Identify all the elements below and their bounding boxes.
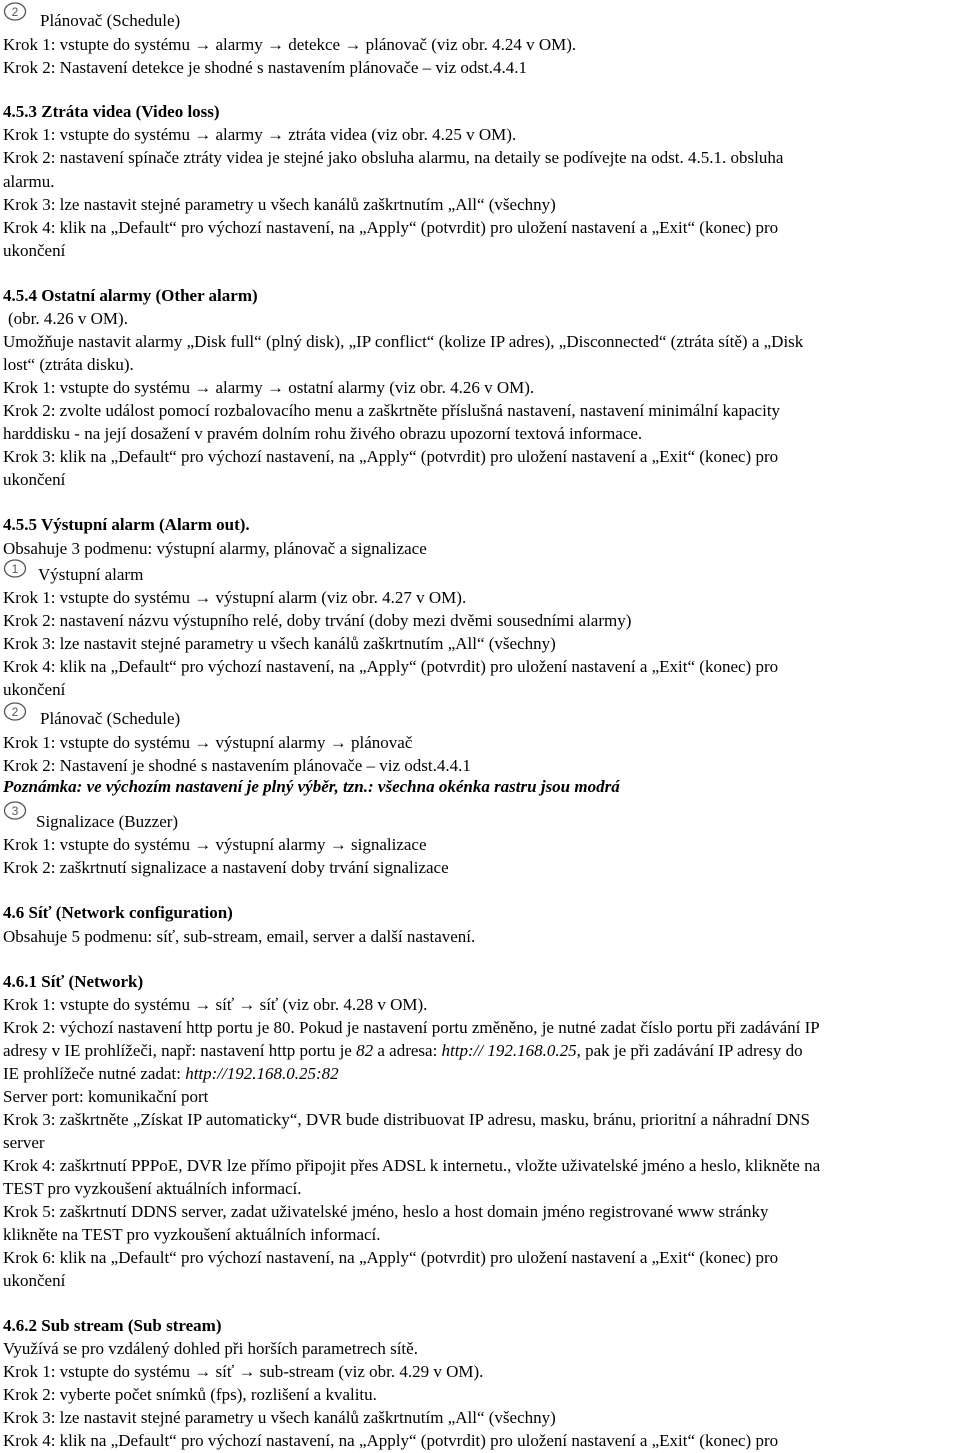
video-loss-step1: Krok 1: vstupte do systému → alarmy → ztráta videa (viz obr. 4.25 v OM).	[3, 125, 517, 144]
svg-text:1: 1	[11, 562, 19, 576]
alarm-out-sub1-title: Výstupní alarm	[38, 565, 144, 584]
alarm-out-intro: Obsahuje 3 podmenu: výstupní alarmy, plánovač a signalizace	[3, 539, 427, 558]
svg-text:2: 2	[11, 705, 19, 719]
alarm-out-sub2-step1: Krok 1: vstupte do systému → výstupní alarmy → plánovač	[3, 733, 413, 752]
network-step1: Krok 1: vstupte do systému → síť → síť (viz obr. 4.28 v OM).	[3, 995, 428, 1014]
substream-step3: Krok 3: lze nastavit stejné parametry u všech kanálů zaškrtnutím „All“ (všechny)	[3, 1408, 556, 1427]
scheduler-step2: Krok 2: Nastavení detekce je shodné s nastavením plánovače – viz odst.4.4.1	[3, 58, 528, 77]
other-alarm-step1: Krok 1: vstupte do systému → alarmy → ostatní alarmy (viz obr. 4.26 v OM).	[3, 378, 535, 397]
other-alarm-heading: 4.5.4 Ostatní alarmy (Other alarm)	[3, 286, 258, 305]
other-alarm-step3a: Krok 3: klik na „Default“ pro výchozí nastavení, na „Apply“ (potvrdit) pro uložení nastavení a „Exit“ (konec) pro	[3, 447, 779, 466]
circled-number-3-icon	[3, 801, 27, 820]
circled-number-2-icon	[3, 702, 27, 721]
alarm-out-sub3-step2: Krok 2: zaškrtnutí signalizace a nastavení doby trvání signalizace	[3, 858, 449, 877]
video-loss-step3: Krok 3: lze nastavit stejné parametry u všech kanálů zaškrtnutím „All“ (všechny)	[3, 195, 556, 214]
scheduler-step1: Krok 1: vstupte do systému → alarmy → detekce → plánovač (viz obr. 4.24 v OM).	[3, 35, 577, 54]
video-loss-step2b: alarmu.	[3, 172, 55, 191]
alarm-out-sub1-step2: Krok 2: nastavení názvu výstupního relé, doby trvání (doby mezi dvěmi sousedními alarmy)	[3, 611, 632, 630]
video-loss-step2a: Krok 2: nastavení spínače ztráty videa je stejné jako obsluha alarmu, na detaily se podívejte na odst. 4.5.1. obsluha	[3, 148, 784, 167]
substream-intro: Využívá se pro vzdálený dohled při horších parametrech sítě.	[3, 1339, 418, 1358]
network-heading: 4.6.1 Síť (Network)	[3, 972, 144, 991]
svg-text:2: 2	[11, 5, 19, 19]
alarm-out-sub1-step4a: Krok 4: klik na „Default“ pro výchozí nastavení, na „Apply“ (potvrdit) pro uložení nastavení a „Exit“ (konec) pro	[3, 657, 779, 676]
network-config-heading: 4.6 Síť (Network configuration)	[3, 903, 233, 922]
substream-heading: 4.6.2 Sub stream (Sub stream)	[3, 1316, 222, 1335]
video-loss-step4a: Krok 4: klik na „Default“ pro výchozí nastavení, na „Apply“ (potvrdit) pro uložení nastavení a „Exit“ (konec) pro	[3, 218, 779, 237]
substream-step1: Krok 1: vstupte do systému → síť → sub-stream (viz obr. 4.29 v OM).	[3, 1362, 484, 1381]
svg-text:3: 3	[11, 804, 19, 818]
alarm-out-sub2-title: Plánovač (Schedule)	[40, 709, 181, 728]
network-config-intro: Obsahuje 5 podmenu: síť, sub-stream, email, server a další nastavení.	[3, 927, 476, 946]
network-step2c: IE prohlížeče nutné zadat: http://192.168.0.25:82	[3, 1064, 339, 1083]
other-alarm-step3b: ukončení	[3, 470, 66, 489]
circled-number-2-icon	[3, 2, 27, 21]
other-alarm-step2a: Krok 2: zvolte událost pomocí rozbalovacího menu a zaškrtněte příslušná nastavení, nastavení minimální kapacity	[3, 401, 781, 420]
other-alarm-desc-a: Umožňuje nastavit alarmy „Disk full“ (plný disk), „IP conflict“ (kolize IP adres), „Disconnected“ (ztráta sítě) a „Disk	[3, 332, 804, 351]
alarm-out-sub2-step2: Krok 2: Nastavení je shodné s nastavením plánovače – viz odst.4.4.1	[3, 756, 471, 775]
alarm-out-heading: 4.5.5 Výstupní alarm (Alarm out).	[3, 515, 250, 534]
network-step5a: Krok 5: zaškrtnutí DDNS server, zadat uživatelské jméno, heslo a host domain jméno registrované www stránky	[3, 1202, 769, 1221]
substream-step4: Krok 4: klik na „Default“ pro výchozí nastavení, na „Apply“ (potvrdit) pro uložení nastavení a „Exit“ (konec) pro	[3, 1431, 779, 1450]
network-step4b: TEST pro vyzkoušení aktuálních informací.	[3, 1179, 302, 1198]
alarm-out-note: Poznámka: ve výchozím nastavení je plný výběr, tzn.: všechna okénka rastru jsou modrá	[3, 777, 620, 796]
network-step5b: klikněte na TEST pro vyzkoušení aktuálních informací.	[3, 1225, 381, 1244]
other-alarm-ref: (obr. 4.26 v OM).	[8, 309, 128, 328]
network-step2b: adresy v IE prohlížeči, např: nastavení http portu je 82 a adresa: http:// 192.168.0.25, pak je při zadávání IP adresy do	[3, 1041, 803, 1060]
substream-step2: Krok 2: vyberte počet snímků (fps), rozlišení a kvalitu.	[3, 1385, 377, 1404]
circled-number-1-icon	[3, 559, 27, 578]
network-step3a: Krok 3: zaškrtněte „Získat IP automaticky“, DVR bude distribuovat IP adresu, masku, bránu, prioritní a náhradní DNS	[3, 1110, 811, 1129]
alarm-out-sub1-step1: Krok 1: vstupte do systému → výstupní alarm (viz obr. 4.27 v OM).	[3, 588, 467, 607]
other-alarm-step2b: harddisku - na její dosažení v pravém dolním rohu živého obrazu upozorní textová informace.	[3, 424, 643, 443]
alarm-out-sub3-step1: Krok 1: vstupte do systému → výstupní alarmy → signalizace	[3, 835, 427, 854]
video-loss-heading: 4.5.3 Ztráta videa (Video loss)	[3, 102, 220, 121]
network-server-port: Server port: komunikační port	[3, 1087, 209, 1106]
network-step2a: Krok 2: výchozí nastavení http portu je 80. Pokud je nastavení portu změněno, je nutné zadat číslo portu při zadávání IP	[3, 1018, 820, 1037]
alarm-out-sub3-title: Signalizace (Buzzer)	[36, 812, 179, 831]
network-step3b: server	[3, 1133, 45, 1152]
video-loss-step4b: ukončení	[3, 241, 66, 260]
alarm-out-sub1-step3: Krok 3: lze nastavit stejné parametry u všech kanálů zaškrtnutím „All“ (všechny)	[3, 634, 556, 653]
network-step4a: Krok 4: zaškrtnutí PPPoE, DVR lze přímo připojit přes ADSL k internetu., vložte uživatelské jméno a heslo, klikněte na	[3, 1156, 821, 1175]
network-step6b: ukončení	[3, 1271, 66, 1290]
alarm-out-sub1-step4b: ukončení	[3, 680, 66, 699]
other-alarm-desc-b: lost“ (ztráta disku).	[3, 355, 134, 374]
scheduler-title: Plánovač (Schedule)	[40, 11, 181, 30]
network-step6a: Krok 6: klik na „Default“ pro výchozí nastavení, na „Apply“ (potvrdit) pro uložení nastavení a „Exit“ (konec) pro	[3, 1248, 779, 1267]
